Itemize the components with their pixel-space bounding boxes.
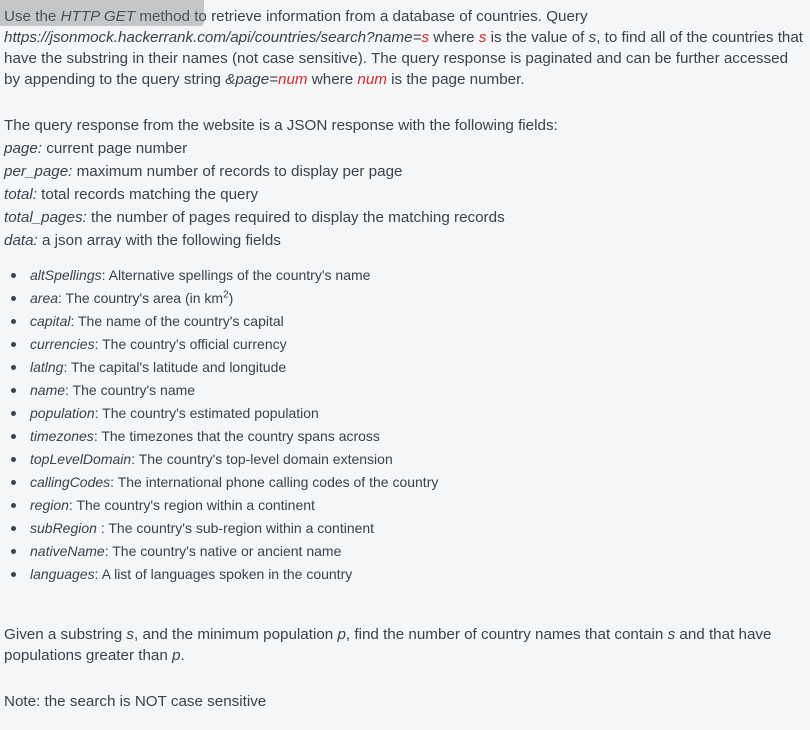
field-line <box>4 229 804 252</box>
list-item <box>4 563 804 586</box>
intro-text: Use the <box>4 8 61 25</box>
task-text: , and the minimum population <box>134 626 338 643</box>
variable-s: s <box>588 29 597 46</box>
task-text: and that have populations greater than <box>4 626 772 664</box>
field-name: total_pages: <box>4 209 87 226</box>
field-line <box>4 137 804 160</box>
variable-s: s <box>667 626 676 643</box>
data-field-name: altSpellings <box>30 267 102 283</box>
data-field-name: latlng <box>30 359 64 375</box>
data-field-desc: : A list of languages spoken in the country <box>94 566 353 582</box>
variable-num: num <box>357 71 387 88</box>
variable-p: p <box>337 626 346 643</box>
bullet-icon <box>11 526 16 531</box>
task-paragraph <box>4 624 804 666</box>
page-param: &page= <box>225 71 279 88</box>
url-variable: s <box>421 29 430 46</box>
bullet-icon <box>11 411 16 416</box>
data-field-name: subRegion <box>30 520 101 536</box>
bullet-icon <box>11 457 16 462</box>
list-item <box>4 517 804 540</box>
field-name: total: <box>4 186 37 203</box>
intro-text: , to find all of the countries that have the substring in their names (not case sensitive). The query response is paginated and can be further accessed by appending to the query string <box>4 29 804 88</box>
list-item <box>4 379 804 402</box>
variable-p: p <box>172 647 181 664</box>
list-item <box>4 310 804 333</box>
bullet-icon <box>11 342 16 347</box>
variable-s: s <box>126 626 134 643</box>
data-field-name: callingCodes <box>30 474 111 490</box>
data-field-name: timezones <box>30 428 94 444</box>
data-field-desc: : The country's native or ancient name <box>104 543 342 559</box>
data-field-desc: : The name of the country's capital <box>70 313 284 329</box>
data-field-desc: : Alternative spellings of the country's name <box>101 267 371 283</box>
data-field-desc: ) <box>228 290 234 306</box>
data-field-name: name <box>30 382 66 398</box>
response-fields <box>4 114 804 252</box>
field-name: page: <box>4 140 43 157</box>
data-field-desc: : The international phone calling codes of the country <box>110 474 439 490</box>
data-field-desc: : The country's name <box>65 382 196 398</box>
bullet-icon <box>11 365 16 370</box>
bullet-icon <box>11 319 16 324</box>
data-field-desc: : The timezones that the country spans across <box>93 428 380 444</box>
intro-text: where <box>429 29 479 46</box>
problem-statement <box>4 6 804 712</box>
task-text: Given a substring <box>4 626 127 643</box>
data-field-name: languages <box>30 566 95 582</box>
bullet-icon <box>11 572 16 577</box>
data-field-name: topLevelDomain <box>30 451 132 467</box>
data-field-name: region <box>30 497 69 513</box>
list-item <box>4 264 804 287</box>
list-item <box>4 402 804 425</box>
task-text: . <box>180 647 185 664</box>
field-desc: the number of pages required to display the matching records <box>86 209 505 226</box>
data-field-name: currencies <box>30 336 95 352</box>
bullet-icon <box>11 503 16 508</box>
variable-num: num <box>278 71 308 88</box>
task-text: , find the number of country names that contain <box>345 626 668 643</box>
field-name: data: <box>4 232 38 249</box>
list-item <box>4 471 804 494</box>
response-intro: The query response from the website is a JSON response with the following fields: <box>4 117 558 134</box>
list-item <box>4 494 804 517</box>
bullet-icon <box>11 273 16 278</box>
list-item <box>4 356 804 379</box>
field-desc: current page number <box>42 140 188 157</box>
list-item <box>4 425 804 448</box>
data-field-name: nativeName <box>30 543 105 559</box>
list-item <box>4 333 804 356</box>
data-field-desc: : The country's area (in km <box>58 290 224 306</box>
bullet-icon <box>11 296 16 301</box>
list-item <box>4 540 804 563</box>
field-line <box>4 160 804 183</box>
intro-text: is the page number. <box>386 71 525 88</box>
intro-text: where <box>307 71 358 88</box>
intro-text: is the value of <box>486 29 589 46</box>
data-field-desc: : The country's sub-region within a continent <box>100 520 375 536</box>
data-field-name: population <box>30 405 95 421</box>
note-text: Note: the search is NOT case sensitive <box>4 693 267 710</box>
data-field-desc: : The country's top-level domain extension <box>131 451 393 467</box>
field-name: per_page: <box>4 163 73 180</box>
api-url: https://jsonmock.hackerrank.com/api/countries/search?name= <box>4 29 422 46</box>
data-field-desc: : The country's official currency <box>94 336 287 352</box>
list-item <box>4 448 804 471</box>
field-line <box>4 206 804 229</box>
bullet-icon <box>11 388 16 393</box>
list-item <box>4 287 804 310</box>
superscript: 2 <box>223 289 229 301</box>
tooltip-overlay <box>0 0 204 26</box>
bullet-icon <box>11 434 16 439</box>
data-field-desc: : The country's region within a continent <box>68 497 315 513</box>
data-field-desc: : The capital's latitude and longitude <box>63 359 287 375</box>
field-desc: a json array with the following fields <box>37 232 281 249</box>
bullet-icon <box>11 480 16 485</box>
data-field-name: capital <box>30 313 71 329</box>
bullet-icon <box>11 549 16 554</box>
field-desc: maximum number of records to display per page <box>72 163 403 180</box>
http-method: HTTP GET <box>60 8 136 25</box>
field-line <box>4 183 804 206</box>
data-field-name: area <box>30 290 59 306</box>
data-field-desc: : The country's estimated population <box>94 405 319 421</box>
intro-text: method to retrieve information from a database of countries. Query <box>135 8 588 25</box>
data-field-list <box>4 264 804 586</box>
variable-s: s <box>478 29 487 46</box>
field-desc: total records matching the query <box>36 186 259 203</box>
